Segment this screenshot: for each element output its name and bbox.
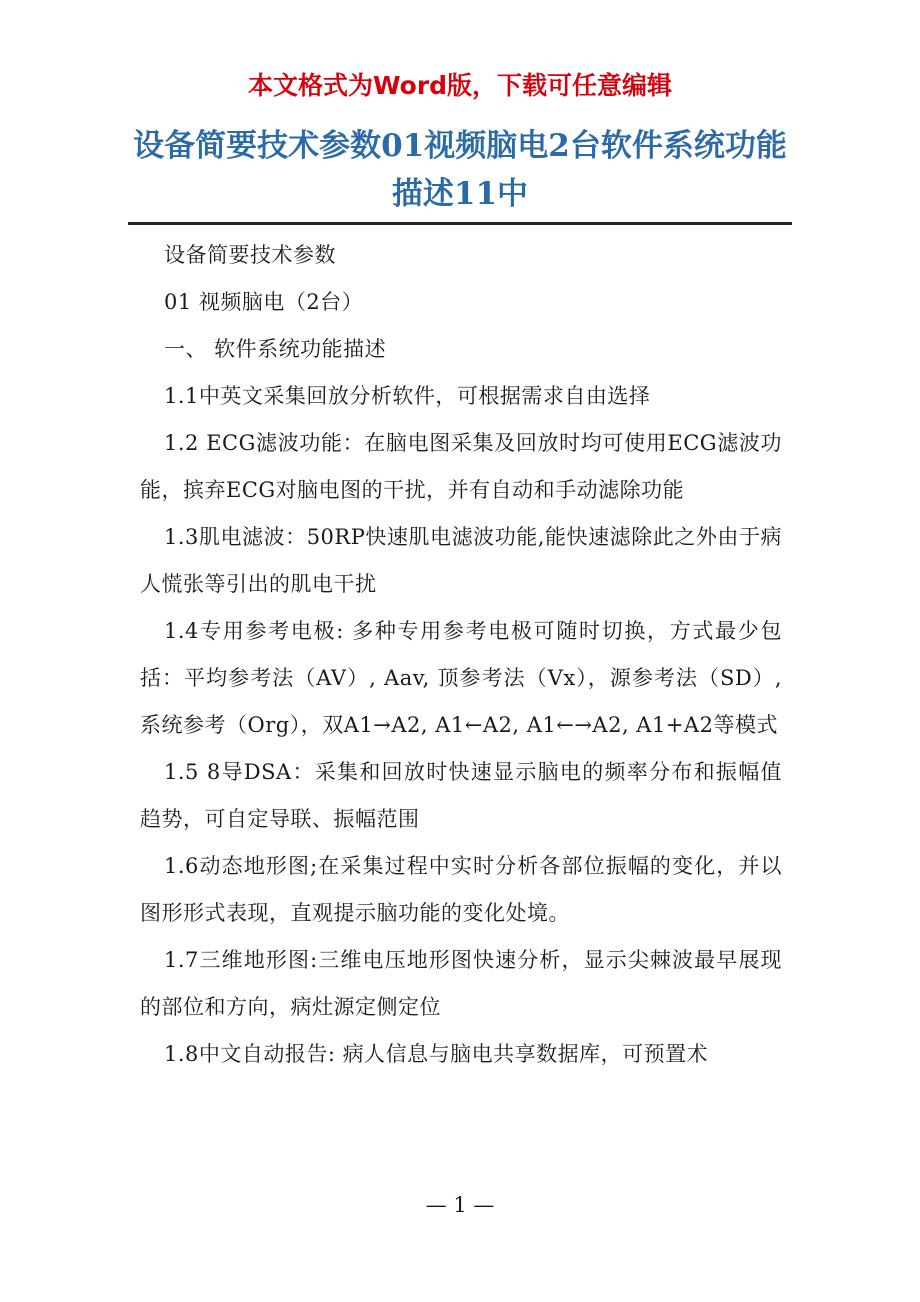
paragraph-item-1-8: 1.8中文自动报告: 病人信息与脑电共享数据库，可预置术 bbox=[164, 1042, 709, 1066]
paragraph-item-1-3: 1.3肌电滤波：50RP快速肌电滤波功能,能快速滤除此之外由于病人慌张等引出的肌电干扰 bbox=[140, 525, 782, 596]
paragraph-item-1-7: 1.7三维地形图:三维电压地形图快速分析，显示尖棘波最早展现的部位和方向，病灶源定侧定位 bbox=[140, 948, 782, 1019]
paragraph-item-1-1: 1.1中英文采集回放分析软件，可根据需求自由选择 bbox=[164, 384, 651, 408]
paragraph-item-1-4: 1.4专用参考电极: 多种专用参考电极可随时切换，方式最少包括：平均参考法（AV）, Aav, 顶参考法（Vx），源参考法（SD）,系统参考（Org），双A1→A2, A1←A2, A1←→A2, A1+A2等模式 bbox=[140, 619, 782, 737]
title-divider bbox=[128, 222, 792, 225]
paragraph-item-1-5: 1.5 8导DSA：采集和回放时快速显示脑电的频率分布和振幅值趋势，可自定导联、振幅范围 bbox=[140, 760, 782, 831]
document-body bbox=[140, 232, 782, 1078]
document-title: 设备简要技术参数01视频脑电2台软件系统功能描述11中 bbox=[133, 128, 787, 212]
paragraph-device: 01 视频脑电（2台） bbox=[164, 290, 364, 314]
download-banner: 本文格式为Word版，下载可任意编辑 bbox=[247, 71, 673, 100]
paragraph-section-heading: 一、 软件系统功能描述 bbox=[164, 337, 387, 361]
page-number: — 1 — bbox=[425, 1193, 495, 1217]
paragraph-heading: 设备简要技术参数 bbox=[164, 243, 336, 267]
paragraph-item-1-6: 1.6动态地形图;在采集过程中实时分析各部位振幅的变化，并以图形形式表现，直观提示脑功能的变化处境。 bbox=[140, 854, 782, 925]
paragraph-item-1-2: 1.2 ECG滤波功能：在脑电图采集及回放时均可使用ECG滤波功能，摈弃ECG对脑电图的干扰，并有自动和手动滤除功能 bbox=[140, 431, 782, 502]
